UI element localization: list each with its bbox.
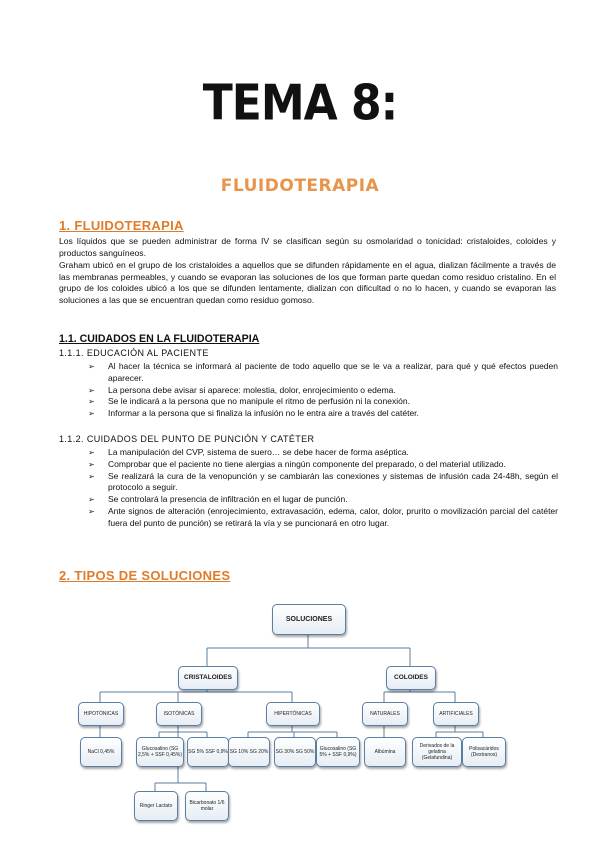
section-1-1-2-heading: 1.1.2. CUIDADOS DEL PUNTO DE PUNCIÓN Y CATÉTER [59,434,315,444]
node-polisacaridos: Polisacáridos (Dextranos) [462,737,506,767]
node-cristaloides: CRISTALOIDES [178,666,238,690]
page-subtitle: FLUIDOTERAPIA [220,176,380,196]
node-glucosalino-iso: Glucosalino (SG 2,5% + SSF 0,45%) [136,737,184,767]
arrow-bullet-icon: ➢ [88,385,95,395]
node-sg30-50: SG 30% SG 50% [274,737,316,767]
arrow-bullet-icon: ➢ [88,506,95,516]
section-2-heading: 2. TIPOS DE SOLUCIONES [59,568,231,583]
node-soluciones: SOLUCIONES [272,604,346,635]
section-1-heading: 1. FLUIDOTERAPIA [59,218,184,233]
list-item: ➢ Comprobar que el paciente no tiene alergias a ningún componente del preparado, o del material utilizado. [88,458,506,469]
list-item: ➢ Se le indicará a la persona que no manipule el ritmo de perfusión ni la conexión. [88,396,410,407]
arrow-bullet-icon: ➢ [88,471,95,481]
node-glucosalino-hiper: Glucosalino (SG 5% + SSF 0,9%) [316,737,360,767]
section-1-1-heading: 1.1. CUIDADOS EN LA FLUIDOTERAPIA [59,333,260,345]
list-item: ➢ Informar a la persona que si finaliza la infusión no le entra aire a través del catéter. [88,408,419,419]
list-item: ➢ Ante signos de alteración (enrojecimiento, extravasación, edema, calor, dolor, prurito o movilización parcial del catéter fuera del punto de punción) se retirará la vía y se puncionará en otro lugar. [88,505,558,528]
arrow-bullet-icon: ➢ [88,397,95,407]
care-list [88,447,558,530]
node-nacl-045: NaCl 0,45% [80,737,122,767]
node-coloides: COLOIDES [386,666,436,690]
node-naturales: NATURALES [362,702,408,726]
node-isotonicas: ISOTÓNICAS [156,702,202,726]
node-derivados-gelatina: Derivados de la gelatina (Gelafundina) [412,737,462,767]
node-artificiales: ARTIFICIALES [433,702,479,726]
node-sg5: SG 5% SSF 0,9% [187,737,229,767]
page-title: TEMA 8: [202,74,398,133]
education-list [88,361,558,420]
list-item: ➢ Se controlará la presencia de infiltración en el lugar de punción. [88,494,348,505]
node-bicarbonato: Bicarbonato 1/6 molar [185,791,229,821]
node-albumina: Albúmina [364,737,406,767]
list-item: ➢ La manipulación del CVP, sistema de suero… se debe hacer de forma aséptica. [88,447,409,457]
paragraph: Los líquidos que se pueden administrar de forma IV se clasifican según su osmolaridad o tonicidad: cristaloides, coloides y productos sanguíneos. [59,236,556,258]
list-item: ➢ Al hacer la técnica se informará al paciente de todo aquello que se le va a realizar, para qué y qué efectos pueden aparecer. [88,361,558,383]
arrow-bullet-icon: ➢ [88,495,95,505]
section-1-1-1-heading: 1.1.1. EDUCACIÓN AL PACIENTE [59,348,209,358]
node-hipotonicas: HIPOTÓNICAS [78,702,124,726]
arrow-bullet-icon: ➢ [88,409,95,419]
arrow-bullet-icon: ➢ [88,459,95,469]
node-ringer-lactato: Ringer Lactato [134,791,178,821]
list-item: ➢ La persona debe avisar si aparece: molestia, dolor, enrojecimiento o edema. [88,384,396,395]
list-item: ➢ Se realizará la cura de la venopunción y se cambiarán las conexiones y sistemas de infusión cada 24-48h, según el protocolo a seguir. [88,470,558,493]
node-hipertonicas: HIPERTÓNICAS [266,702,320,726]
paragraph: Graham ubicó en el grupo de los cristaloides a aquellos que se difunden rápidamente en el agua, dializan fácilmente a través de las membranas permeables, y cuando se evaporan las soluciones de los que forman parte quedan como residuo cristalino. En el grupo de los coloides ubicó a los que se difunden lentamente, dializan con dificultad o no lo hacen, y cuando se evaporan las soluciones a las que se encuentran quedan como residuo gomoso. [59,260,556,305]
arrow-bullet-icon: ➢ [88,448,95,457]
arrow-bullet-icon: ➢ [88,362,95,371]
node-sg10-20: SG 10% SG 20% [228,737,270,767]
